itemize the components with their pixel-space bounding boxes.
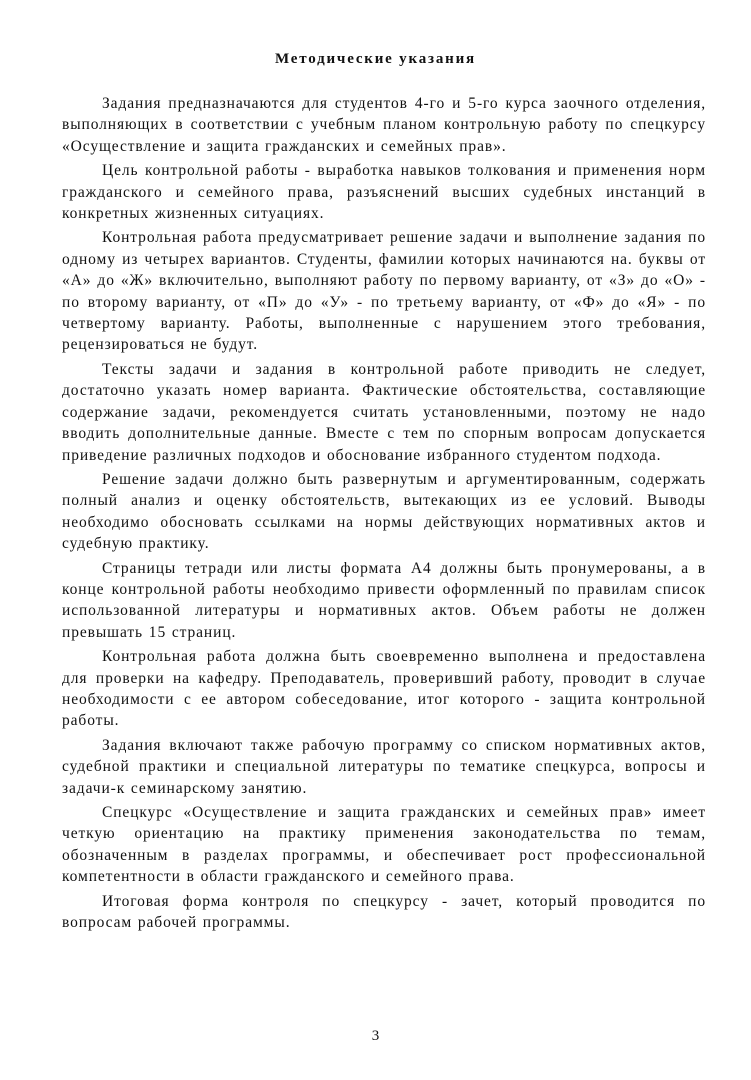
- paragraph: Страницы тетради или листы формата А4 должны быть пронумерованы, а в конце контрольной работы необходимо привести оформленный по правилам список использованной литературы и нормативных актов. Объем работы не должен превышать 15 страниц.: [62, 559, 706, 641]
- paragraph: Решение задачи должно быть развернутым и аргументированным, содержать полный анализ и оценку обстоятельств, вытекающих из ее условий. Выводы необходимо обосновать ссылками на нормы действующих нормативных актов и судебную практику.: [62, 470, 706, 553]
- page-title: Методические указания: [275, 51, 476, 67]
- paragraph: Задания предназначаются для студентов 4-го и 5-го курса заочного отделения, выполняющих в соответствии с учебным планом контрольную работу по спецкурсу «Осуществление и защита гражданских и семейных прав».: [62, 95, 706, 155]
- paragraph: Цель контрольной работы - выработка навыков толкования и применения норм гражданского и семейного права, разъяснений высших судебных инстанций в конкретных жизненных ситуациях.: [62, 162, 706, 223]
- paragraph: Контрольная работа предусматривает решение задачи и выполнение задания по одному из четырех вариантов. Студенты, фамилии которых начинаются на. буквы от «А» до «Ж» включительно, выполняют работу по первому варианту, от «З» до «О» - по второму варианту, от «П» до «У» - по третьему варианту, от «Ф» до «Я» - по четвертому варианту. Работы, выполненные с нарушением этого требования, рецензироваться не будут.: [62, 229, 706, 354]
- page-number: 3: [371, 1028, 380, 1044]
- paragraph: Контрольная работа должна быть своевременно выполнена и предоставлена для проверки на кафедру. Преподаватель, проверивший работу, проводит в случае необходимости с ее автором собеседование, итог которого - защита контрольной работы.: [62, 648, 706, 730]
- paragraph: Итоговая форма контроля по спецкурсу - зачет, который проводится по вопросам рабочей программы.: [62, 892, 706, 932]
- body-text: [62, 93, 706, 936]
- paragraph: Тексты задачи и задания в контрольной работе приводить не следует, достаточно указать номер варианта. Фактические обстоятельства, составляющие содержание задачи, рекомендуется считать установленными, поэтому не надо вводить дополнительные данные. Вместе с тем по спорным вопросам допускается приведение различных подходов и обоснование избранного студентом подхода.: [62, 360, 706, 464]
- paragraph: Спецкурс «Осуществление и защита гражданских и семейных прав» имеет четкую ориентацию на практику применения законодательства по темам, обозначенным в разделах программы, и обеспечивает рост профессиональной компетентности в области гражданского и семейного права.: [62, 804, 706, 886]
- paragraph: Задания включают также рабочую программу со списком нормативных актов, судебной практики и специальной литературы по тематике спецкурса, вопросы и задачи-к семинарскому занятию.: [62, 736, 706, 797]
